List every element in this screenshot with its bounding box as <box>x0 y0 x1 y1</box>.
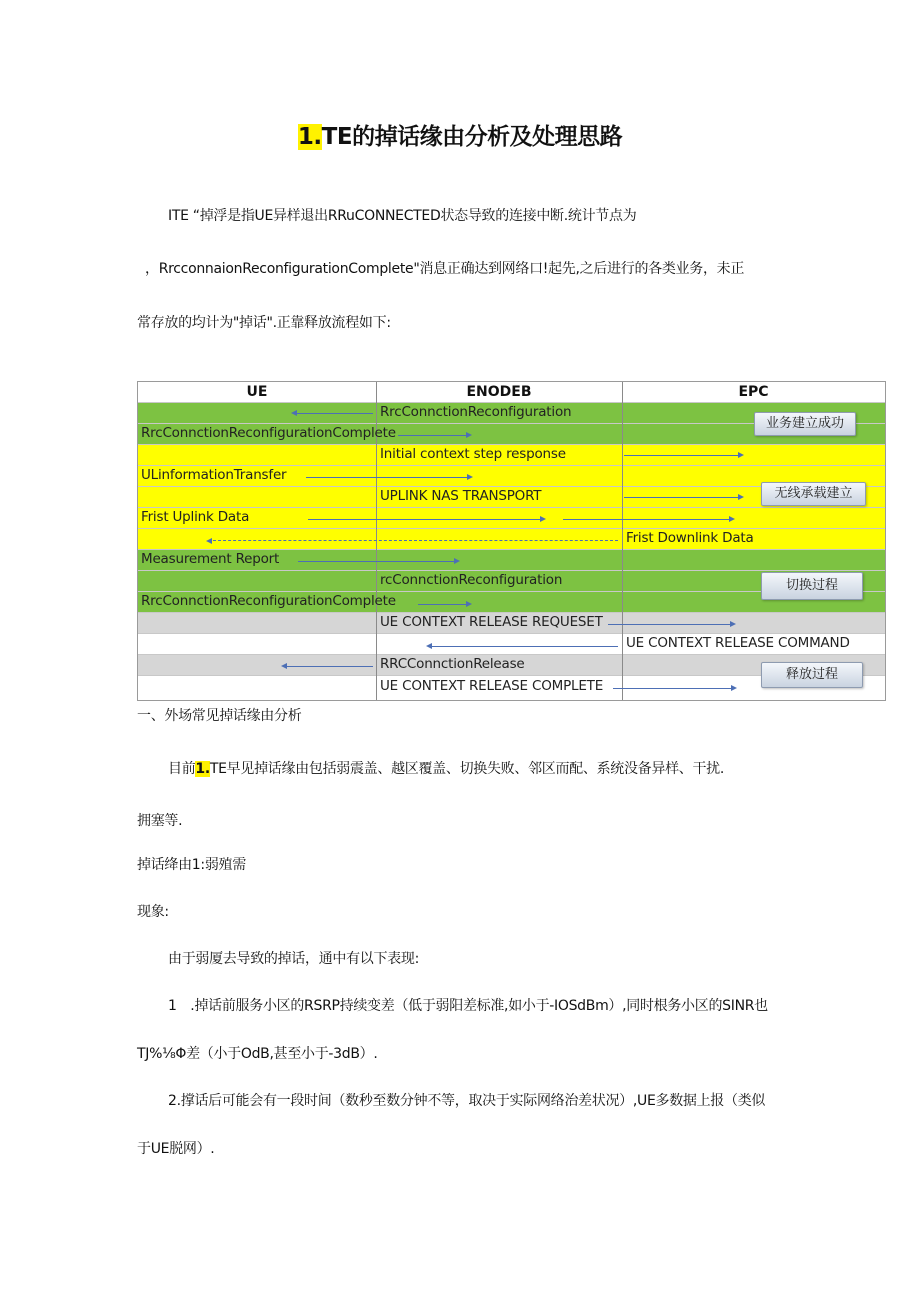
header-ue: UE <box>246 384 268 400</box>
arrow-left-dashed <box>208 540 618 541</box>
section-heading: 一、外场常见掉话缘由分析 <box>137 708 302 724</box>
para-1-pre: 目前 <box>168 761 196 777</box>
arrow-right <box>308 519 544 520</box>
msg-label: Frist Downlink Data <box>626 530 754 546</box>
para-1-post: TE早见掉话缘由包括弱震盖、越区覆盖、切换失败、邻区而配、系统没备异样、干扰. <box>209 761 725 777</box>
page-title <box>0 118 920 151</box>
arrow-right <box>418 604 470 605</box>
title-highlight: 1. <box>297 124 322 150</box>
phase-box-bearer-setup: 无线承载建立 <box>761 482 866 506</box>
item-2-line-2: 于UE脱网）. <box>137 1141 215 1157</box>
item-1-line-2: TJ%⅛Φ差（小于OdB,甚至小于-3dB）. <box>137 1046 378 1062</box>
arrow-right <box>624 455 742 456</box>
phase-box-service-setup: 业务建立成功 <box>754 412 856 436</box>
arrow-right <box>613 688 735 689</box>
msg-label: UE CONTEXT RELEASE REQUESET <box>380 614 603 630</box>
title-text: TE的掉话缘由分析及处理思路 <box>321 124 623 150</box>
msg-label: Measurement Report <box>141 551 280 567</box>
signaling-flow-diagram <box>137 381 886 701</box>
arrow-right <box>298 561 458 562</box>
msg-label: RrcConnctionReconfigurationComplete <box>141 425 396 441</box>
arrow-left <box>283 666 373 667</box>
intro-line-2: ，RrcconnaionReconfigurationComplete"消息正确达到网络口!起先,之后进行的各类业务，未正 <box>145 261 745 277</box>
msg-label: ULinformationTransfer <box>141 467 287 483</box>
arrow-right <box>563 519 733 520</box>
item-2-line-1: 2.撑话后可能会有一段时间（数秒至数分钟不等，取决于实际网络治差状况）,UE多数据上报（类似 <box>168 1093 766 1109</box>
arrow-right <box>398 435 470 436</box>
description-text: 由于弱厦去导致的掉话，通中有以下表现: <box>168 951 420 967</box>
msg-label: RrcConnctionReconfiguration <box>380 404 572 420</box>
para-1-line-1 <box>168 758 724 778</box>
msg-label: UE CONTEXT RELEASE COMMAND <box>626 635 850 651</box>
phase-box-release: 释放过程 <box>761 662 863 688</box>
phenomenon-label: 现象: <box>137 904 169 920</box>
msg-label: rcConnctionReconfiguration <box>380 572 563 588</box>
para-1-highlight: 1. <box>195 761 210 777</box>
column-divider <box>622 382 623 700</box>
header-enodeb: ENODEB <box>466 384 532 400</box>
arrow-right <box>624 497 742 498</box>
item-1-line-1: 1 .掉话前服务小区的RSRP持续变差（低于弱阳差标准,如小于-IOSdBm）,同时根务小区的SINR也 <box>168 998 768 1014</box>
cause-heading: 掉话绛由1:弱殖需 <box>137 857 246 873</box>
msg-label: UE CONTEXT RELEASE COMPLETE <box>380 678 604 694</box>
arrow-left <box>428 646 618 647</box>
arrow-right <box>608 624 734 625</box>
phase-box-handover: 切换过程 <box>761 572 863 600</box>
msg-label: UPLINK NAS TRANSPORT <box>380 488 542 504</box>
arrow-right <box>306 477 471 478</box>
msg-label: RRCConnctionRelease <box>380 656 525 672</box>
para-1-line-2: 拥塞等. <box>137 813 183 829</box>
msg-label: RrcConnctionReconfigurationComplete <box>141 593 396 609</box>
intro-line-1: ITE “掉浮是指UE异样退出RRuCONNECTED状态导致的连接中断.统计节点为 <box>168 208 637 224</box>
header-epc: EPC <box>738 384 769 400</box>
msg-label: Frist Uplink Data <box>141 509 250 525</box>
msg-label: Initial context step response <box>380 446 566 462</box>
intro-line-3: 常存放的均计为"掉话".正靠释放流程如下: <box>137 315 391 331</box>
arrow-left <box>293 413 373 414</box>
